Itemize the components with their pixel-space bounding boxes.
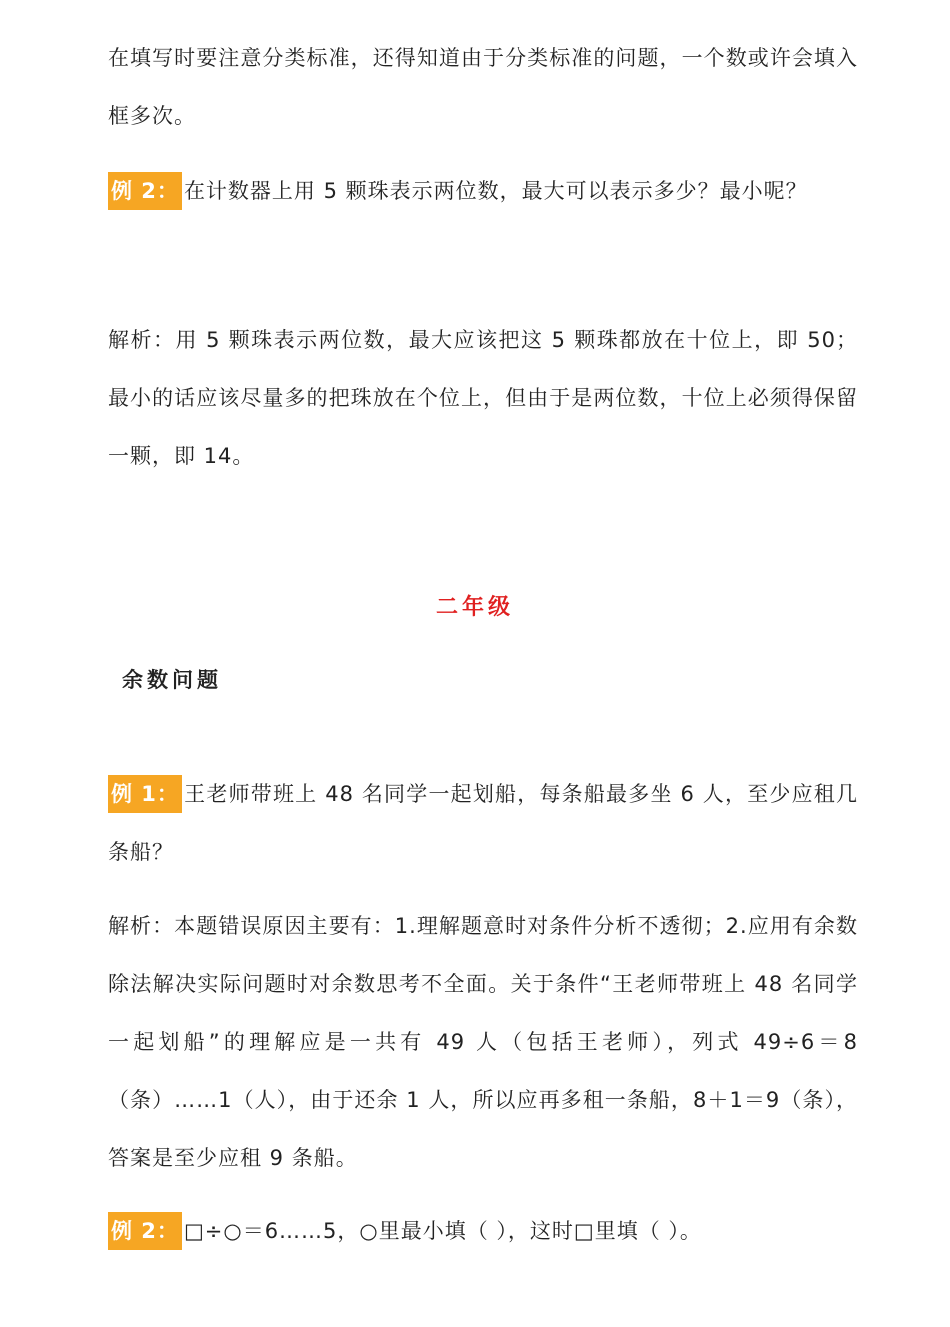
example-2-grade2: [108, 1202, 858, 1260]
section-title: 余数问题: [122, 668, 222, 692]
example-tag: 例 2：: [108, 172, 182, 210]
intro-paragraph: 在填写时要注意分类标准，还得知道由于分类标准的问题，一个数或许会填入框多次。: [108, 46, 858, 128]
analysis-grade2: 解析：本题错误原因主要有：1.理解题意时对条件分析不透彻；2.应用有余数除法解决实际问题时对余数思考不全面。关于条件“王老师带班上 48 名同学一起划船”的理解应是一共有 49 人（包括王老师），列式 49÷6＝8（条）……1（人），由于还余 1 人，所以应再多租一条船，8＋1＝9（条），答案是至少应租 9 条船。: [108, 914, 858, 1170]
example-2-grade1: [108, 162, 858, 220]
grade-title: 二年级: [435, 595, 514, 620]
example-question: 在计数器上用 5 颗珠表示两位数，最大可以表示多少？最小呢？: [183, 179, 808, 203]
example-question: 王老师带班上 48 名同学一起划船，每条船最多坐 6 人，至少应租几条船？: [108, 782, 858, 864]
example-question: □÷○＝6……5，○里最小填（ ），这时□里填（ ）。: [183, 1219, 702, 1243]
analysis-grade1: 解析：用 5 颗珠表示两位数，最大应该把这 5 颗珠都放在十位上，即 50；最小的话应该尽量多的把珠放在个位上，但由于是两位数，十位上必须得保留一颗，即 14。: [108, 328, 858, 468]
example-1-grade2: [108, 765, 858, 881]
example-tag: 例 1：: [108, 775, 182, 813]
example-tag: 例 2：: [108, 1212, 182, 1250]
